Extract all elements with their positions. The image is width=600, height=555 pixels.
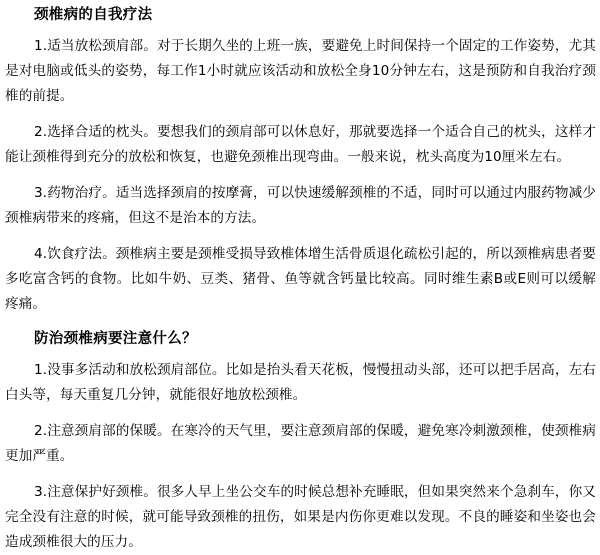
section-self-treatment xyxy=(5,4,596,317)
section-prevention-tips xyxy=(5,328,596,555)
paragraph: 2.选择合适的枕头。要想我们的颈肩部可以休息好，那就要选择一个适合自己的枕头，这样才能让颈椎得到充分的放松和恢复，也避免颈椎出现弯曲。一般来说，枕头高度为10厘米左右。 xyxy=(5,124,596,165)
paragraph: 4.饮食疗法。颈椎病主要是颈椎受损导致椎体增生活骨质退化疏松引起的，所以颈椎病患者要多吃富含钙的食物。比如牛奶、豆类、猪骨、鱼等就含钙量比较高。同时维生素B或E则可以缓解疼痛。 xyxy=(5,246,596,312)
section-heading: 颈椎病的自我疗法 xyxy=(34,7,153,23)
paragraph: 3.药物治疗。适当选择颈肩的按摩膏，可以快速缓解颈椎的不适，同时可以通过内服药物减少颈椎病带来的疼痛，但这不是治本的方法。 xyxy=(5,185,596,226)
paragraph: 2.注意颈肩部的保暖。在寒冷的天气里，要注意颈肩部的保暖，避免寒冷刺激颈椎，使颈椎病更加严重。 xyxy=(5,423,596,464)
paragraph: 1.没事多活动和放松颈肩部位。比如是抬头看天花板，慢慢扭动头部，还可以把手居高，左右白头等，每天重复几分钟，就能很好地放松颈椎。 xyxy=(5,362,596,403)
paragraph: 3.注意保护好颈椎。很多人早上坐公交车的时候总想补充睡眠，但如果突然来个急刹车，你又完全没有注意的时候，就可能导致颈椎的扭伤，如果是内伤你更难以发现。不良的睡姿和坐姿也会造成颈椎很大的压力。 xyxy=(5,484,596,550)
paragraph: 1.适当放松颈肩部。对于长期久坐的上班一族，要避免上时间保持一个固定的工作姿势，尤其是对电脑或低头的姿势，每工作1小时就应该活动和放松全身10分钟左右，这是预防和自我治疗颈椎的前提。 xyxy=(5,38,596,104)
section-heading: 防治颈椎病要注意什么？ xyxy=(34,331,197,347)
